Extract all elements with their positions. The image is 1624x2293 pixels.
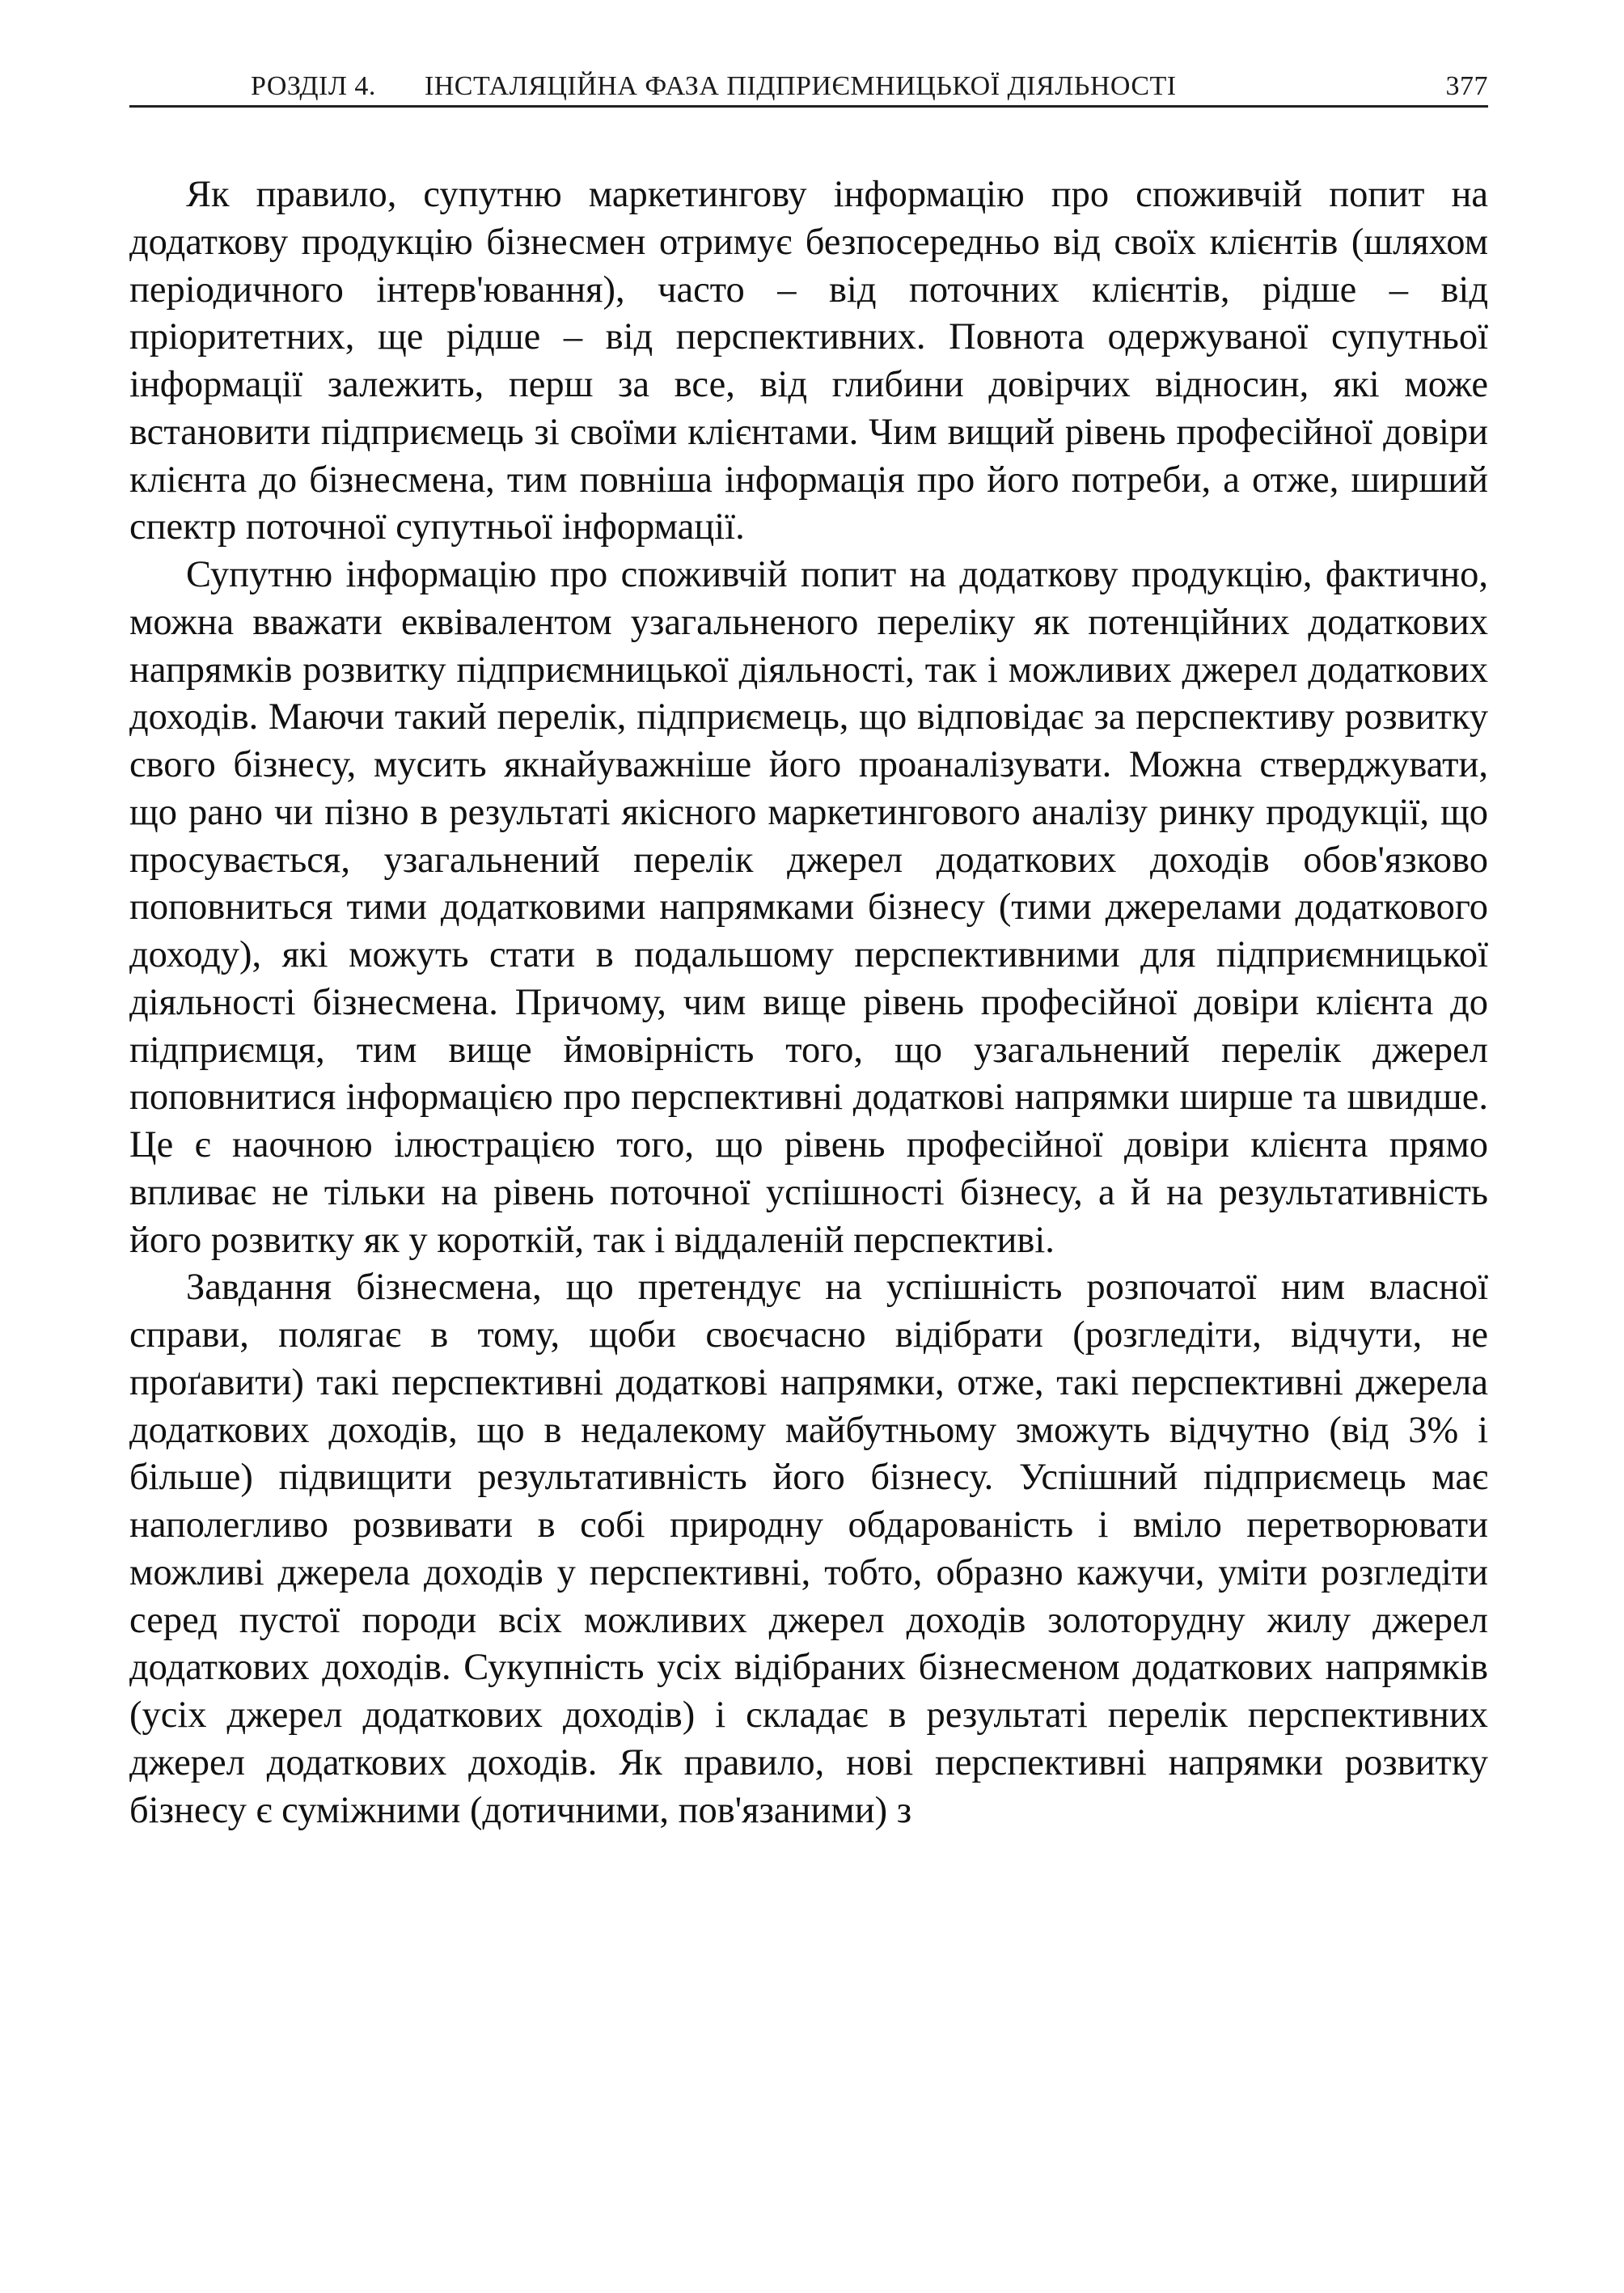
paragraph: Як правило, супутню маркетингову інформацію про споживчій попит на додаткову продукцію бізнесмен отримує безпосередньо від своїх клієнтів (шляхом періодичного інтерв'ювання), часто – від поточних клієнтів, рідше – від пріоритетних, ще рідше – від перспективних. Повнота одержуваної супутньої інформації залежить, перш за все, від глибини довірчих відносин, які може встановити підприємець зі своїми клієнтами. Чим вищий рівень професійної довіри клієнта до бізнесмена, тим повніша інформація про його потреби, а отже, ширший спектр поточної супутньої інформації. — [129, 174, 1488, 548]
chapter-title: ІНСТАЛЯЦІЙНА ФАЗА ПІДПРИЄМНИЦЬКОЇ ДІЯЛЬНОСТІ — [424, 71, 1177, 101]
paragraph: Завдання бізнесмена, що претендує на успішність розпочатої ним власної справи, полягає в тому, щоби своєчасно відібрати (розгледіти, відчути, не проґавити) такі перспективні додаткові напрямки, отже, такі перспективні джерела додаткових доходів, що в недалекому майбутньому зможуть відчутно (від 3% і більше) підвищити результативність його бізнесу. Успішний підприємець має наполегливо розвивати в собі природну обдарованість і вміло перетворювати можливі джерела доходів у перспективні, тобто, образно кажучи, уміти розгледіти серед пустої породи всіх можливих джерел доходів золоторудну жилу джерел додаткових доходів. Сукупність усіх відібраних бізнесменом додаткових напрямків (усіх джерел додаткових доходів) і складає в результаті перелік перспективних джерел додаткових доходів. Як правило, нові перспективні напрямки розвитку бізнесу є суміжними (дотичними, пов'язаними) з — [129, 1267, 1488, 1831]
header-rule — [129, 105, 1488, 108]
body-text — [129, 171, 1488, 1834]
running-head — [129, 60, 1488, 102]
page-number: 377 — [1445, 71, 1488, 101]
chapter-label: РОЗДІЛ 4. — [251, 71, 376, 101]
paragraph: Супутню інформацію про споживчій попит на додаткову продукцію, фактично, можна вважати еквівалентом узагальненого переліку як потенційних додаткових напрямків розвитку підприємницької діяльності, так і можливих джерел додаткових доходів. Маючи такий перелік, підприємець, що відповідає за перспективу розвитку свого бізнесу, мусить якнайуважніше його проаналізувати. Можна стверджувати, що рано чи пізно в результаті якісного маркетингового аналізу ринку продукції, що просувається, узагальнений перелік джерел додаткових доходів обов'язково поповниться тими додатковими напрямками бізнесу (тими джерелами додаткового доходу), які можуть стати в подальшому перспективними для підприємницької діяльності бізнесмена. Причому, чим вище рівень професійної довіри клієнта до підприємця, тим вище ймовірність того, що узагальнений перелік джерел поповнитися інформацією про перспективні додаткові напрямки ширше та швидше. Це є наочною ілюстрацією того, що рівень професійної довіри клієнта прямо впливає не тільки на рівень поточної успішності бізнесу, а й на результативність його розвитку як у короткій, так і віддаленій перспективі. — [129, 554, 1488, 1261]
